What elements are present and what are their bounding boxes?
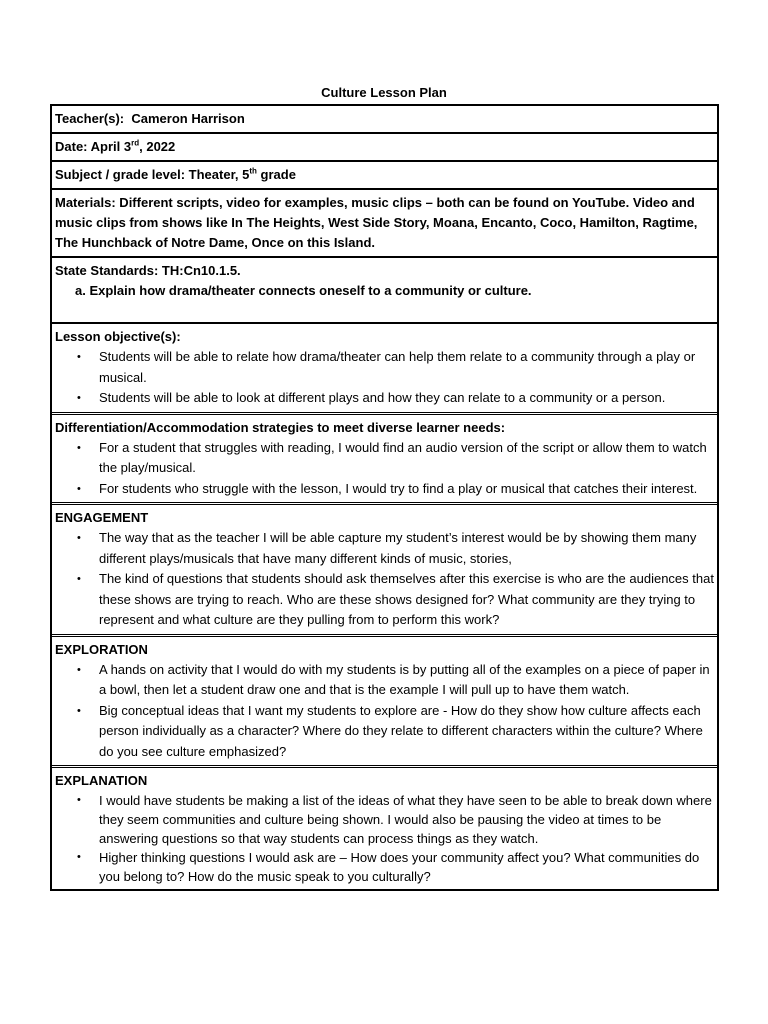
subject-suffix: th <box>249 166 257 176</box>
bullet-icon: • <box>77 482 81 495</box>
list-item: • For students who struggle with the lesson, I would try to find a play or musical that catches their interest. <box>55 479 714 500</box>
list-item: • The way that as the teacher I will be able capture my student’s interest would be by showing them many different plays/musicals that have many different kinds of music, stories, <box>77 530 697 566</box>
bullet-icon: • <box>77 794 81 806</box>
teacher-name: Cameron Harrison <box>131 111 245 126</box>
list-item: • Higher thinking questions I would ask are – How does your community affect you? What communities do you belong to? How do the music speak to you culturally? <box>77 850 700 884</box>
objectives-row <box>52 324 717 415</box>
lesson-plan-table <box>50 104 719 891</box>
date-row <box>52 134 717 162</box>
bullet-icon: • <box>77 851 81 863</box>
list-item: • Students will be able to look at different plays and how they can relate to a community or a person. <box>55 388 714 409</box>
objectives-heading: Lesson objective(s): <box>55 329 181 344</box>
engagement-heading: ENGAGEMENT <box>55 510 149 525</box>
teacher-label: Teacher(s): <box>55 111 125 126</box>
list-item: • The kind of questions that students should ask themselves after this exercise is who are the audiences that these shows are trying to reach. Who are these shows designed for? What community are they trying to represent and what culture are they pulling from to perform this work? <box>77 571 714 627</box>
exploration-heading: EXPLORATION <box>55 641 148 657</box>
materials-row <box>52 190 717 258</box>
engagement-list <box>55 528 714 631</box>
standards-row <box>52 258 717 324</box>
date-year: , 2022 <box>139 139 176 154</box>
materials-text: Materials: Different scripts, video for examples, music clips – both can be found on YouTube. Video and music clips from shows like In The Heights, West Side Story, Moana, Encanto, Coco, Hamilton, Ragtime, The Hunchback of Notre Dame, Once on this Island. <box>55 195 698 250</box>
list-item: • I would have students be making a list of the ideas of what they have seen to be able to break down where they seem communities and culture being shown. I would also be pausing the video at times to be answering questions so that way students can process things as they watch. <box>77 793 712 846</box>
list-item: • A hands on activity that I would do with my students is by putting all of the examples on a piece of paper in a bowl, then let a student draw one and that is the example I will pull up to have them watch. <box>77 661 710 697</box>
subject-value-end: grade <box>256 167 296 182</box>
teacher-row <box>52 106 717 134</box>
explanation-row <box>52 768 717 889</box>
engagement-row <box>52 505 717 637</box>
standards-label: State Standards: TH:Cn10.1.5. <box>55 263 241 278</box>
list-item: • For a student that struggles with reading, I would find an audio version of the script or allow them to watch the play/musical. <box>77 439 707 475</box>
standards-item: a. Explain how drama/theater connects oneself to a community or culture. <box>75 283 532 298</box>
bullet-icon: • <box>77 532 81 544</box>
bullet-icon: • <box>77 441 81 454</box>
list-item: • Students will be able to relate how drama/theater can help them relate to a community through a play or musical. <box>77 349 696 385</box>
list-item: • Big conceptual ideas that I want my students to explore are - How do they show how culture affects each person individually as a character? Where do they relate to different characters within the culture? Where do you see culture emphasized? <box>77 702 703 759</box>
exploration-list <box>55 660 714 763</box>
subject-label: Subject / grade level: <box>55 167 186 182</box>
explanation-list <box>55 791 714 886</box>
date-label: Date: <box>55 139 88 154</box>
date-month-day: April 3 <box>90 139 132 154</box>
exploration-row <box>52 637 717 769</box>
subject-value: Theater, 5 <box>188 167 250 182</box>
differentiation-list <box>55 438 714 500</box>
bullet-icon: • <box>77 704 81 717</box>
differentiation-row <box>52 415 717 506</box>
bullet-icon: • <box>77 573 81 585</box>
subject-row <box>52 162 717 190</box>
explanation-heading: EXPLANATION <box>55 773 148 788</box>
bullet-icon: • <box>77 663 81 676</box>
differentiation-heading: Differentiation/Accommodation strategies to meet diverse learner needs: <box>55 419 506 435</box>
objectives-list <box>55 347 714 409</box>
bullet-icon: • <box>77 392 81 404</box>
page-title: Culture Lesson Plan <box>321 85 447 100</box>
date-suffix: rd <box>131 138 140 148</box>
bullet-icon: • <box>77 351 81 363</box>
